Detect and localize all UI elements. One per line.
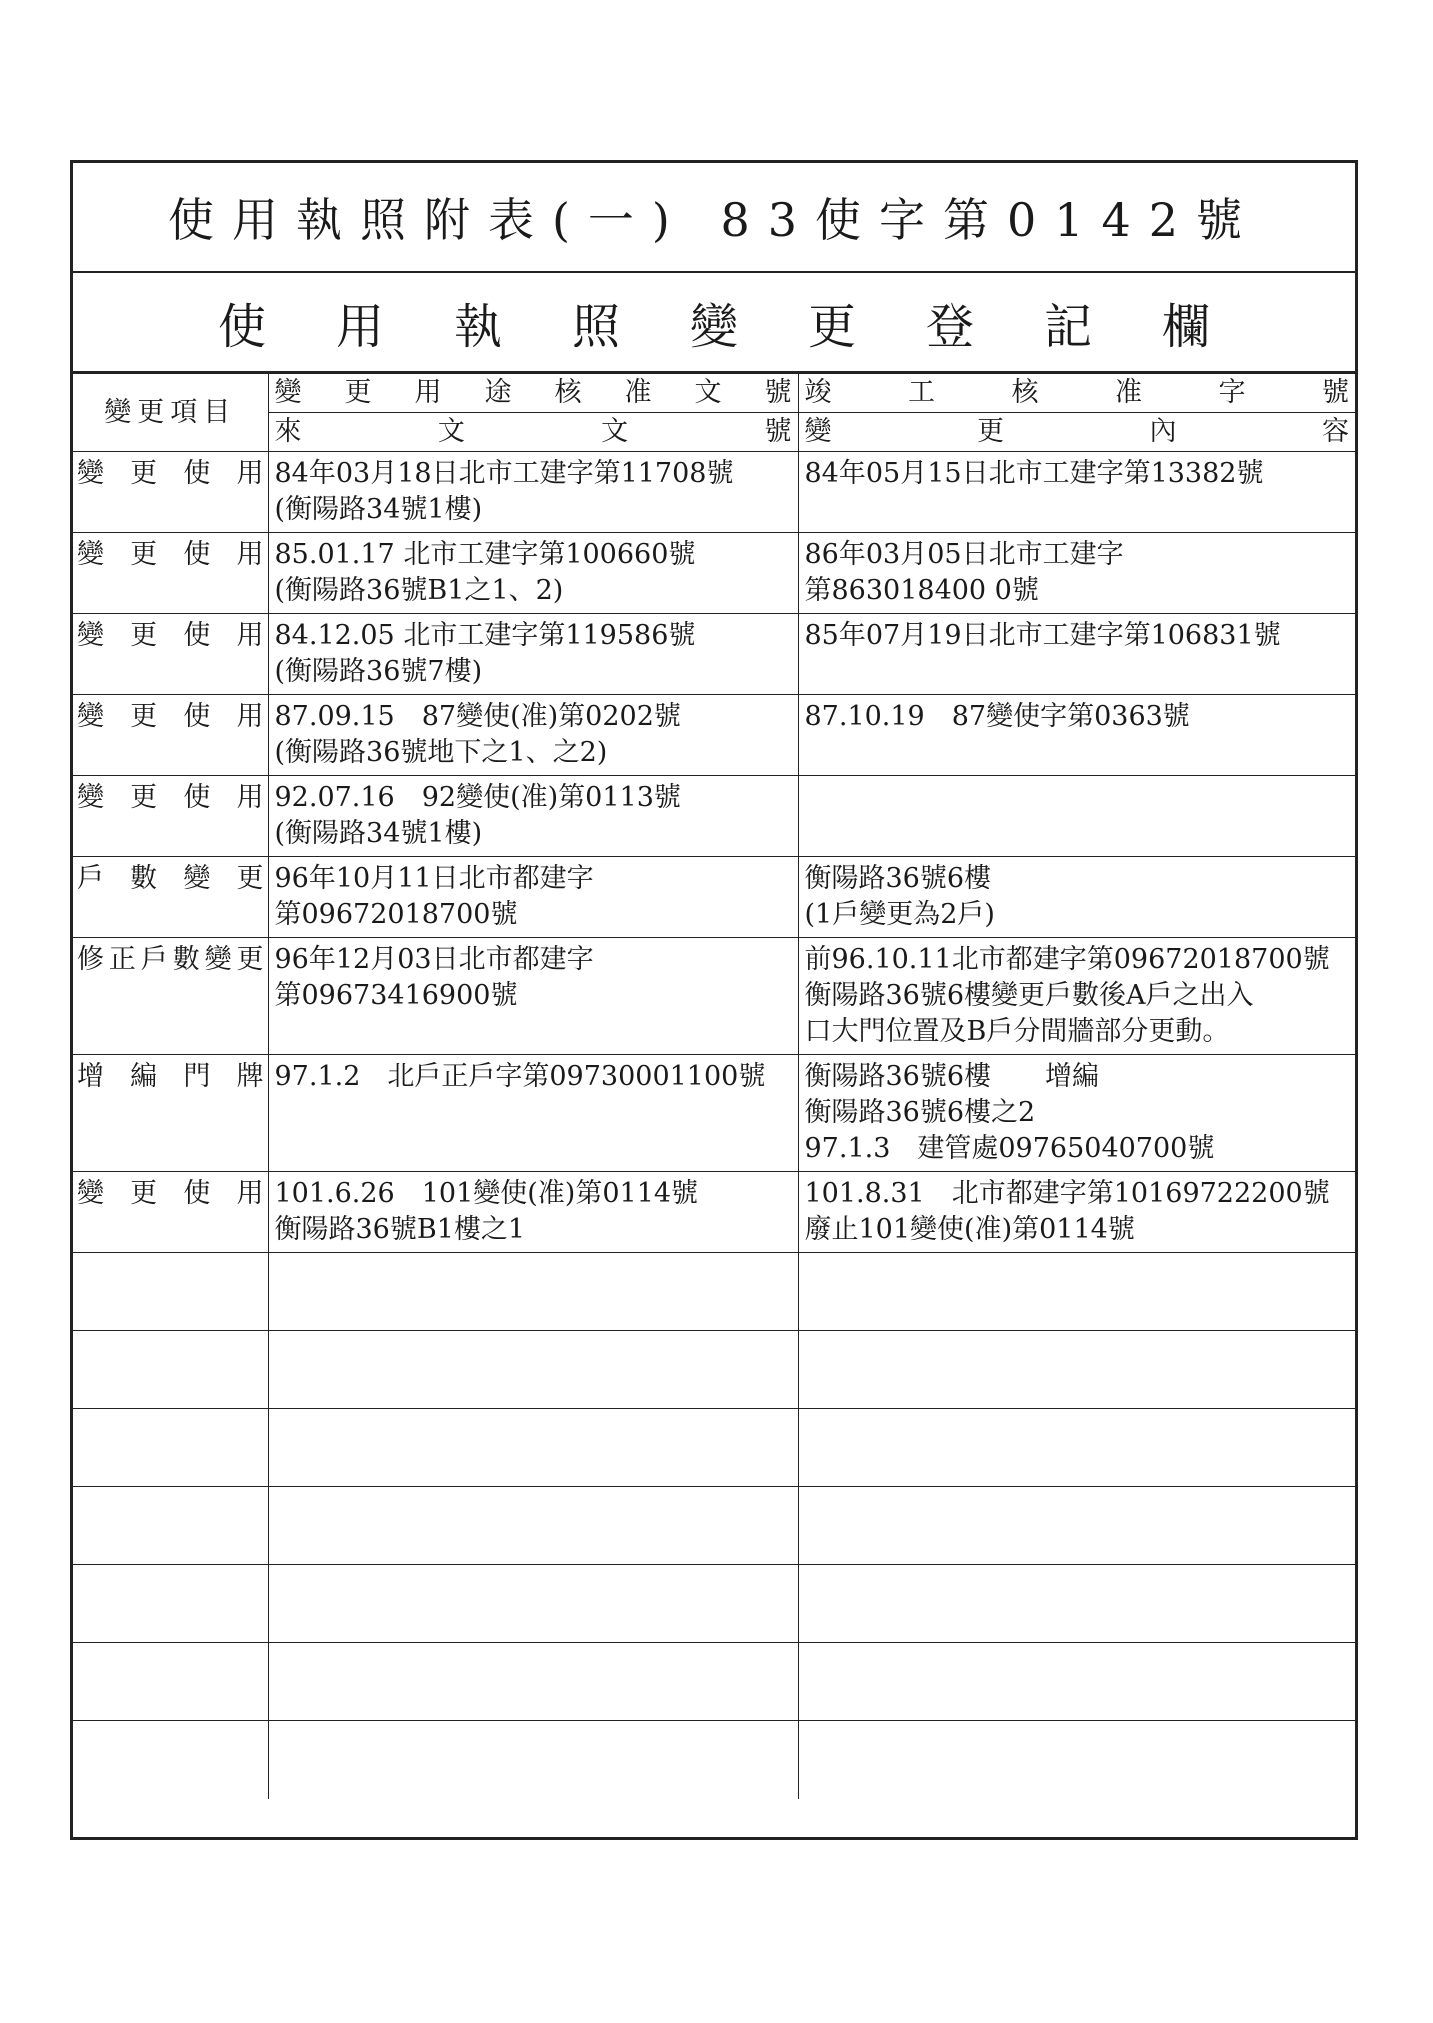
change-item-cell: 戶數變更 xyxy=(73,857,268,938)
header-incoming-doc-no: 來文文號 xyxy=(268,413,798,452)
change-item-cell: 變更使用 xyxy=(73,533,268,614)
change-item-cell: 變更使用 xyxy=(73,695,268,776)
blank-cell xyxy=(268,1565,798,1643)
doc-line: 衡陽路36號B1樓之1 xyxy=(274,1214,526,1245)
result-line: 前96.10.11北市都建字第09672018700號 xyxy=(804,944,1330,975)
table-row xyxy=(73,776,1355,857)
result-line: 97.1.3 建管處09765040700號 xyxy=(804,1133,1215,1164)
page-title: 使用執照附表(一) 83使字第0142號 xyxy=(167,193,1261,247)
blank-cell xyxy=(268,1721,798,1799)
doc-line: 第09672018700號 xyxy=(274,899,518,930)
approval-doc-cell xyxy=(268,776,798,857)
blank-cell xyxy=(73,1253,268,1331)
change-item-cell: 修正戶數變更 xyxy=(73,938,268,1055)
result-line: 84年05月15日北市工建字第13382號 xyxy=(804,458,1264,489)
result-line: 口大門位置及B戶分間牆部分更動。 xyxy=(804,1016,1230,1047)
completion-content-cell xyxy=(798,452,1355,533)
completion-content-cell xyxy=(798,695,1355,776)
doc-line: (衡陽路36號B1之1、2) xyxy=(274,575,564,606)
blank-cell xyxy=(798,1409,1355,1487)
result-line: 衡陽路36號6樓之2 xyxy=(804,1097,1036,1128)
result-line: 衡陽路36號6樓變更戶數後A戶之出入 xyxy=(804,980,1254,1011)
table-row xyxy=(73,695,1355,776)
completion-content-cell xyxy=(798,533,1355,614)
blank-cell xyxy=(73,1331,268,1409)
blank-cell xyxy=(73,1487,268,1565)
blank-cell xyxy=(798,1253,1355,1331)
change-item-cell: 變更使用 xyxy=(73,776,268,857)
blank-row xyxy=(73,1487,1355,1565)
table-row xyxy=(73,533,1355,614)
table-row xyxy=(73,938,1355,1055)
blank-cell xyxy=(73,1721,268,1799)
table-row xyxy=(73,1172,1355,1253)
title-row xyxy=(73,163,1355,273)
blank-row xyxy=(73,1253,1355,1331)
doc-line: 84年03月18日北市工建字第11708號 xyxy=(274,458,734,489)
result-line: 第863018400 0號 xyxy=(804,575,1039,606)
header-change-content: 變更內容 xyxy=(798,413,1355,452)
blank-cell xyxy=(268,1331,798,1409)
blank-cell xyxy=(268,1253,798,1331)
blank-cell xyxy=(798,1721,1355,1799)
completion-content-cell xyxy=(798,614,1355,695)
header-approval-doc-no: 變更用途核准文號 xyxy=(268,374,798,413)
doc-line: (衡陽路34號1樓) xyxy=(274,818,483,849)
doc-line: 第09673416900號 xyxy=(274,980,518,1011)
change-item-cell: 增編門牌 xyxy=(73,1055,268,1172)
blank-row xyxy=(73,1331,1355,1409)
change-item-cell: 變更使用 xyxy=(73,452,268,533)
result-line: 85年07月19日北市工建字第106831號 xyxy=(804,620,1281,651)
result-line: 86年03月05日北市工建字 xyxy=(804,539,1124,570)
blank-cell xyxy=(73,1409,268,1487)
license-sheet xyxy=(70,160,1358,1840)
approval-doc-cell xyxy=(268,857,798,938)
completion-content-cell xyxy=(798,857,1355,938)
header-change-item: 變更項目 xyxy=(73,374,268,452)
blank-cell xyxy=(798,1643,1355,1721)
result-line: (1戶變更為2戶) xyxy=(804,899,995,930)
table-row xyxy=(73,452,1355,533)
approval-doc-cell xyxy=(268,614,798,695)
approval-doc-cell xyxy=(268,452,798,533)
approval-doc-cell xyxy=(268,1055,798,1172)
change-item-cell: 變更使用 xyxy=(73,1172,268,1253)
blank-row xyxy=(73,1721,1355,1799)
result-line: 衡陽路36號6樓 增編 xyxy=(804,1061,1100,1092)
result-line: 衡陽路36號6樓 xyxy=(804,863,992,894)
approval-doc-cell xyxy=(268,938,798,1055)
doc-line: 96年12月03日北市都建字 xyxy=(274,944,594,975)
blank-cell xyxy=(268,1409,798,1487)
blank-cell xyxy=(73,1565,268,1643)
doc-line: 101.6.26 101變使(准)第0114號 xyxy=(274,1178,699,1209)
blank-cell xyxy=(798,1487,1355,1565)
change-register-table xyxy=(73,373,1355,1799)
doc-line: 85.01.17 北市工建字第100660號 xyxy=(274,539,696,570)
blank-cell xyxy=(268,1643,798,1721)
completion-content-cell xyxy=(798,1055,1355,1172)
doc-line: (衡陽路34號1樓) xyxy=(274,494,483,525)
approval-doc-cell xyxy=(268,1172,798,1253)
doc-line: 92.07.16 92變使(准)第0113號 xyxy=(274,782,681,813)
completion-content-cell xyxy=(798,1172,1355,1253)
doc-line: 97.1.2 北戶正戶字第09730001100號 xyxy=(274,1061,766,1092)
result-line: 101.8.31 北市都建字第10169722200號 xyxy=(804,1178,1330,1209)
doc-line: 96年10月11日北市都建字 xyxy=(274,863,594,894)
blank-cell xyxy=(268,1487,798,1565)
blank-row xyxy=(73,1409,1355,1487)
result-line: 87.10.19 87變使字第0363號 xyxy=(804,701,1190,732)
table-row xyxy=(73,857,1355,938)
table-row xyxy=(73,614,1355,695)
subtitle-row xyxy=(73,273,1355,373)
header-completion-no: 竣工核准字號 xyxy=(798,374,1355,413)
doc-line: 84.12.05 北市工建字第119586號 xyxy=(274,620,696,651)
completion-content-cell xyxy=(798,776,1355,857)
blank-cell xyxy=(798,1331,1355,1409)
doc-line: 87.09.15 87變使(准)第0202號 xyxy=(274,701,681,732)
page-subtitle: 使用執照變更登記欄 xyxy=(217,298,1280,355)
blank-row xyxy=(73,1643,1355,1721)
doc-line: (衡陽路36號地下之1、之2) xyxy=(274,737,608,768)
change-item-cell: 變更使用 xyxy=(73,614,268,695)
blank-cell xyxy=(73,1643,268,1721)
approval-doc-cell xyxy=(268,695,798,776)
table-row xyxy=(73,1055,1355,1172)
approval-doc-cell xyxy=(268,533,798,614)
blank-cell xyxy=(798,1565,1355,1643)
blank-row xyxy=(73,1565,1355,1643)
header-row-1 xyxy=(73,374,1355,413)
completion-content-cell xyxy=(798,938,1355,1055)
result-line: 廢止101變使(准)第0114號 xyxy=(804,1214,1135,1245)
doc-line: (衡陽路36號7樓) xyxy=(274,656,483,687)
